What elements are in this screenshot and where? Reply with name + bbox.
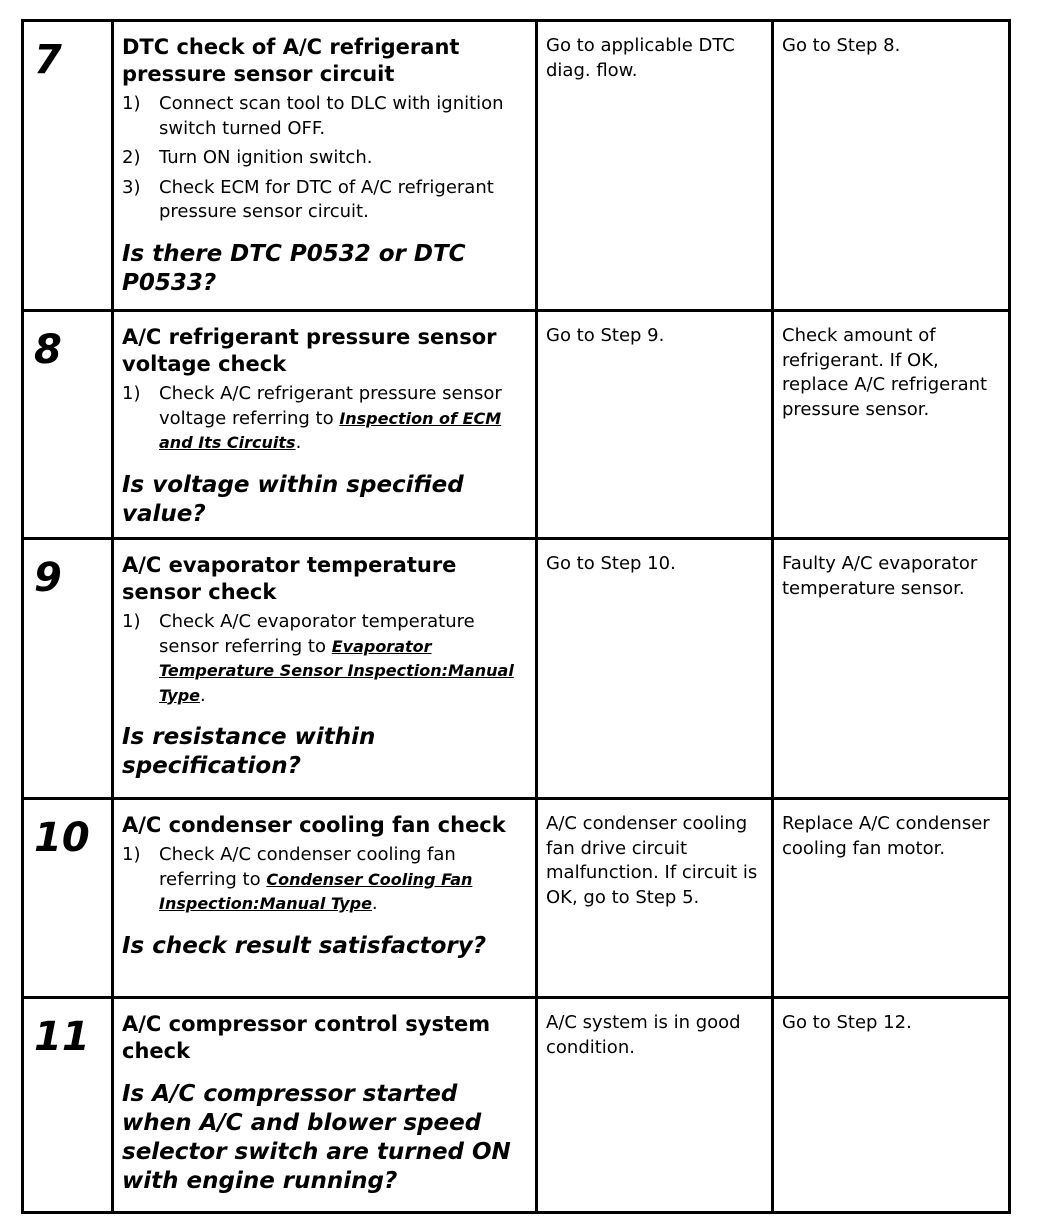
- procedure-item-text: Connect scan tool to DLC with ignition switch turned OFF.: [159, 93, 504, 139]
- no-result-cell: [773, 539, 1010, 799]
- action-cell: [113, 799, 537, 998]
- no-result: Check amount of refrigerant. If OK, replace A/C refrigerant pressure sensor.: [782, 325, 988, 420]
- procedure-item: [122, 92, 527, 141]
- yes-result-cell: [537, 799, 773, 998]
- step-title: A/C condenser cooling fan check: [122, 813, 506, 837]
- step-question: Is check result satisfactory?: [122, 932, 487, 959]
- procedure-item-end: .: [371, 893, 378, 914]
- action-cell: [113, 21, 537, 311]
- no-result: Go to Step 12.: [782, 1012, 912, 1033]
- step-title: A/C compressor control system check: [122, 1012, 491, 1063]
- no-result-cell: [773, 799, 1010, 998]
- procedure-item-text: Turn ON ignition switch.: [159, 147, 373, 168]
- step-question: Is A/C compressor started when A/C and blower speed selector switch are turned ON with engine running?: [122, 1081, 511, 1194]
- procedure-item-number: 1): [122, 844, 141, 865]
- diagnostic-flow-table: [21, 19, 1008, 1214]
- step-question: Is resistance within specification?: [122, 724, 376, 779]
- procedure-item-number: 1): [122, 611, 141, 632]
- yes-result-cell: [537, 21, 773, 311]
- action-cell: [113, 311, 537, 539]
- no-result-cell: [773, 998, 1010, 1213]
- procedure-item-number: 1): [122, 383, 141, 404]
- diagnostic-table: [21, 19, 1011, 1214]
- no-result-cell: [773, 21, 1010, 311]
- no-result: Faulty A/C evaporator temperature sensor.: [782, 553, 978, 599]
- procedure-list: [122, 610, 527, 708]
- condenser-fan-inspection-link[interactable]: Condenser Cooling Fan Inspection:Manual Type: [159, 869, 473, 913]
- procedure-item: [122, 843, 527, 917]
- step-question: Is voltage within specified value?: [122, 471, 464, 527]
- yes-result-cell: [537, 998, 773, 1213]
- procedure-item: [122, 146, 527, 171]
- procedure-item-number: 3): [122, 176, 141, 198]
- yes-result: A/C condenser cooling fan drive circuit malfunction. If circuit is OK, go to Step 5.: [546, 813, 758, 908]
- step-number: 7: [34, 37, 62, 83]
- procedure-item-end: .: [200, 684, 206, 706]
- step-title: A/C evaporator temperature sensor check: [122, 553, 457, 604]
- inspection-ecm-link[interactable]: Inspection of ECM and Its Circuits: [159, 408, 502, 452]
- no-result: Replace A/C condenser cooling fan motor.: [782, 813, 990, 859]
- step-number-cell: [23, 21, 113, 311]
- procedure-item-text: Check A/C evaporator temperature sensor referring to: [159, 611, 475, 657]
- step-question: Is there DTC P0532 or DTC P0533?: [122, 240, 466, 296]
- step-row-8: [23, 311, 1010, 539]
- action-cell: [113, 998, 537, 1213]
- yes-result: A/C system is in good condition.: [546, 1012, 741, 1058]
- step-number: 8: [34, 327, 62, 373]
- action-cell: [113, 539, 537, 799]
- procedure-item: [122, 382, 527, 456]
- procedure-item-number: 2): [122, 147, 141, 168]
- yes-result-cell: [537, 311, 773, 539]
- yes-result-cell: [537, 539, 773, 799]
- step-title: DTC check of A/C refrigerant pressure sensor circuit: [122, 35, 460, 86]
- yes-result: Go to Step 10.: [546, 553, 676, 574]
- procedure-item: [122, 176, 527, 225]
- step-row-9: [23, 539, 1010, 799]
- procedure-item-text: Check ECM for DTC of A/C refrigerant pressure sensor circuit.: [159, 176, 494, 222]
- procedure-item-end: .: [295, 432, 302, 453]
- procedure-list: [122, 843, 527, 917]
- no-result-cell: [773, 311, 1010, 539]
- step-row-10: [23, 799, 1010, 998]
- step-row-7: [23, 21, 1010, 311]
- evaporator-sensor-inspection-link[interactable]: Evaporator Temperature Sensor Inspection:Manual Type: [159, 636, 514, 705]
- step-row-11: [23, 998, 1010, 1213]
- yes-result: Go to applicable DTC diag. flow.: [546, 35, 735, 81]
- step-number: 11: [34, 1014, 90, 1060]
- step-title: A/C refrigerant pressure sensor voltage check: [122, 325, 497, 376]
- step-number-cell: [23, 998, 113, 1213]
- step-number: 9: [34, 555, 62, 601]
- procedure-item-text: Check A/C refrigerant pressure sensor voltage referring to: [159, 383, 502, 429]
- step-number: 10: [34, 815, 90, 861]
- procedure-item: [122, 610, 527, 708]
- step-number-cell: [23, 311, 113, 539]
- procedure-item-text: Check A/C condenser cooling fan referring to: [159, 844, 456, 890]
- step-number-cell: [23, 799, 113, 998]
- yes-result: Go to Step 9.: [546, 325, 665, 346]
- procedure-item-number: 1): [122, 93, 141, 114]
- no-result: Go to Step 8.: [782, 35, 901, 56]
- procedure-list: [122, 382, 527, 456]
- step-number-cell: [23, 539, 113, 799]
- procedure-list: [122, 92, 527, 225]
